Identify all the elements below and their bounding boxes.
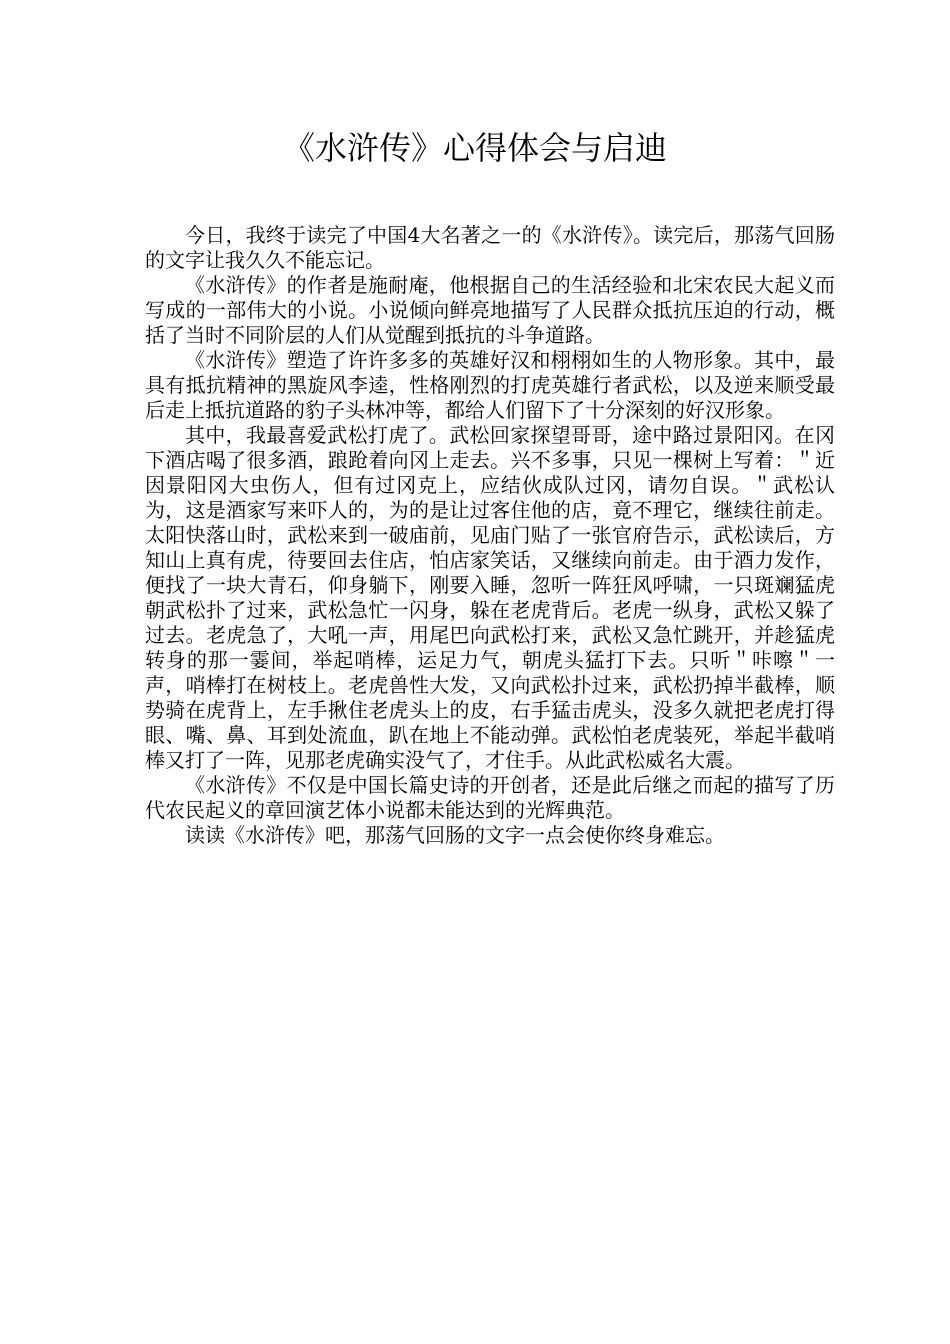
document-title: 《水浒传》心得体会与启迪 bbox=[282, 129, 667, 167]
paragraph-wusong-story: 其中，我最喜爱武松打虎了。武松回家探望哥哥，途中路过景阳冈。在冈下酒店喝了很多酒，踉跄着向冈上走去。兴不多事，只见一棵树上写着：＂近因景阳冈大虫伤人，但有过冈克上，应结伙成队过冈，请勿自误。＂武松认为，这是酒家写来吓人的，为的是让过客住他的店，竟不理它，继续往前走。太阳快落山时，武松来到一破庙前，见庙门贴了一张官府告示，武松读后，方知山上真有虎，待要回去住店，怕店家笑话，又继续向前走。由于酒力发作，便找了一块大青石，仰身躺下，刚要入睡，忽听一阵狂风呼啸，一只斑斓猛虎朝武松扑了过来，武松急忙一闪身，躲在老虎背后。老虎一纵身，武松又躲了过去。老虎急了，大吼一声，用尾巴向武松打来，武松又急忙跳开，并趁猛虎转身的那一霎间，举起哨棒，运足力气，朝虎头猛打下去。只听＂咔嚓＂一声，哨棒打在树枝上。老虎兽性大发，又向武松扑过来，武松扔掉半截棒，顺势骑在虎背上，左手揪住老虎头上的皮，右手猛击虎头，没多久就把老虎打得眼、嘴、鼻、耳到处流血，趴在地上不能动弹。武松怕老虎装死，举起半截哨棒又打了一阵，见那老虎确实没气了，才住手。从此武松威名大震。 bbox=[145, 423, 835, 772]
document-body bbox=[145, 223, 835, 848]
paragraph-intro: 今日，我终于读完了中国4大名著之一的《水浒传》。读完后，那荡气回肠的文字让我久久不能忘记。 bbox=[145, 223, 835, 272]
paragraph-significance: 《水浒传》不仅是中国长篇史诗的开创者，还是此后继之而起的描写了历代农民起义的章回演艺体小说都未能达到的光辉典范。 bbox=[145, 773, 835, 822]
paragraph-conclusion: 读读《水浒传》吧，那荡气回肠的文字一点会使你终身难忘。 bbox=[185, 823, 725, 847]
paragraph-author: 《水浒传》的作者是施耐庵，他根据自己的生活经验和北宋农民大起义而写成的一部伟大的小说。小说倾向鲜亮地描写了人民群众抵抗压迫的行动，概括了当时不同阶层的人们从觉醒到抵抗的斗争道路。 bbox=[145, 273, 835, 347]
paragraph-characters: 《水浒传》塑造了许许多多的英雄好汉和栩栩如生的人物形象。其中，最具有抵抗精神的黑旋风李逵，性格刚烈的打虎英雄行者武松，以及逆来顺受最后走上抵抗道路的豹子头林冲等，都给人们留下了十分深刻的好汉形象。 bbox=[145, 348, 835, 422]
